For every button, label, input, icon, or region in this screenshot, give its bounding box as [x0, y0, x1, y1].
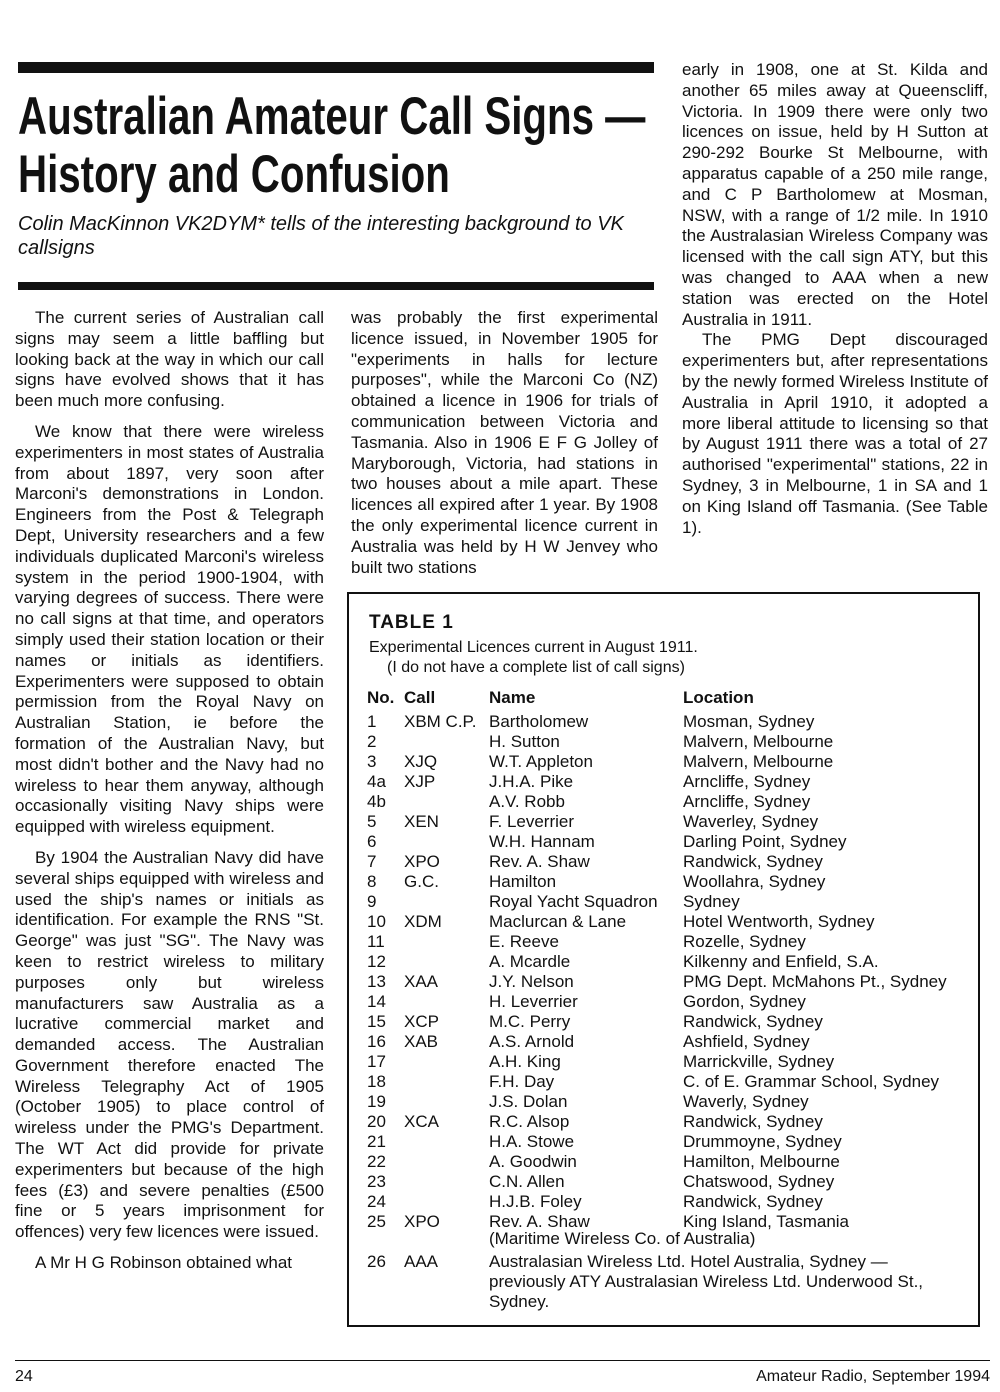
- row-no: 12: [367, 952, 386, 971]
- row-name: A.S. Arnold: [489, 1032, 575, 1051]
- row-no: 14: [367, 992, 386, 1011]
- row-no: 22: [367, 1152, 386, 1171]
- header-rule-top: [18, 62, 654, 73]
- row-no: 16: [367, 1032, 386, 1051]
- row-call: XAA: [404, 972, 439, 991]
- row-location: King Island, Tasmania: [683, 1212, 850, 1231]
- row-location: Hamilton, Melbourne: [683, 1152, 840, 1171]
- row-call: XPO: [404, 852, 440, 871]
- row-call: XEN: [404, 812, 439, 831]
- row-location: Gordon, Sydney: [683, 992, 806, 1011]
- row-location: Hotel Wentworth, Sydney: [683, 912, 875, 931]
- row-name: F.H. Day: [489, 1072, 555, 1091]
- row-name: H. Leverrier: [489, 992, 578, 1011]
- row-location: Ashfield, Sydney: [683, 1032, 810, 1051]
- row-no: 21: [367, 1132, 386, 1151]
- row-location: Mosman, Sydney: [683, 712, 815, 731]
- row-no: 23: [367, 1172, 386, 1191]
- row-26-line-1: Australasian Wireless Ltd. Hotel Australia, Sydney —: [489, 1252, 888, 1271]
- col1-paragraph-4: A Mr H G Robinson obtained what: [35, 1253, 293, 1273]
- row-location: Randwick, Sydney: [683, 1012, 823, 1031]
- row-no: 18: [367, 1072, 386, 1091]
- row-no: 11: [367, 932, 385, 951]
- row-name: J.S. Dolan: [489, 1092, 568, 1111]
- row-name: J.H.A. Pike: [489, 772, 574, 791]
- row-location: Darling Point, Sydney: [683, 832, 847, 851]
- row-26-line-2: previously ATY Australasian Wireless Ltd. Underwood St.,: [489, 1272, 924, 1291]
- row-location: Randwick, Sydney: [683, 852, 823, 871]
- row-no: 10: [367, 912, 386, 931]
- row-name: W.T. Appleton: [489, 752, 593, 771]
- row-name: E. Reeve: [489, 932, 559, 951]
- row-name: H.A. Stowe: [489, 1132, 575, 1151]
- row-name: J.Y. Nelson: [489, 972, 574, 991]
- row-call: G.C.: [404, 872, 439, 891]
- col1-paragraph-2: We know that there were wireless experimenters in most states of Australia from about 1897, very soon after Marconi's demonstrations in London. Engineers from the Post & Telegraph Dept, University researchers and a few individuals duplicated Marconi's wireless system in the period 1900-1904, with varying degrees of success. There were no call signs at that time, and operators simply used their station location or their names or initials as identifiers. Experimenters were supposed to obtain permission from the Royal Navy on Australian Station, ie before the formation of the Australian Navy, but most didn't bother and the Navy had no wireless to hear them anyway, although occasionally visiting Navy ships were equipped with wireless equipment.: [15, 421, 324, 837]
- row-name: Royal Yacht Squadron: [489, 892, 658, 911]
- row-location: Randwick, Sydney: [683, 1192, 823, 1211]
- row-no: 6: [367, 832, 377, 851]
- row-name: A. Goodwin: [489, 1152, 577, 1171]
- row-location: Marrickville, Sydney: [683, 1052, 835, 1071]
- col3-paragraph-1: early in 1908, one at St. Kilda and another 65 miles away at Queenscliff, Victoria. In 1909 there were only two licences on issue, held by H Sutton at 290-292 Bourke St Melbourne, with apparatus capable of a 250 mile range, and C P Bartholomew at Mosman, NSW, with a range of 1/2 mile. In 1910 the Australasian Wireless Company was licensed with the call sign ATY, but this was changed to AAA when a new station was erected on the Hotel Australia in 1911.: [682, 60, 988, 329]
- row-call: XDM: [404, 912, 442, 931]
- row-name: F. Leverrier: [489, 812, 575, 831]
- row-no: 8: [367, 872, 377, 891]
- row-no: 13: [367, 972, 386, 991]
- row-location: Randwick, Sydney: [683, 1112, 823, 1131]
- header-name: Name: [489, 688, 536, 707]
- row-26-call: AAA: [404, 1252, 439, 1271]
- row-location: Sydney: [683, 892, 740, 911]
- col1-paragraph-3: By 1904 the Australian Navy did have several ships equipped with wireless and used the ship's names or initials as identification. For example the RNS "St. George" was just "SG". The Navy was keen to restrict wireless to military purposes only but wireless manufacturers saw Australia as a lucrative commercial market and demanded access. The Australian Government therefore enacted The Wireless Telegraphy Act of 1905 (October 1905) to place control of wireless under the PMG's Department. The WT Act did provide for private experimenters but because of the high fees (£3) and severe penalties (£500 fine or 5 years imprisonment for offences) very few licences were issued.: [15, 847, 324, 1242]
- row-name: A.H. King: [489, 1052, 561, 1071]
- table-row-25-continuation: (Maritime Wireless Co. of Australia): [489, 1229, 756, 1248]
- row-no: 15: [367, 1012, 386, 1031]
- table-1-box: [347, 592, 980, 1327]
- row-call: XJQ: [404, 752, 438, 771]
- row-no: 20: [367, 1112, 386, 1131]
- col3-paragraph-2: The PMG Dept discouraged experimenters but, after representations by the newly formed Wireless Institute of Australia in April 1910, it adopted a more liberal attitude to licensing so that by August 1911 there was a total of 27 authorised "experimental" stations, 22 in Sydney, 3 in Melbourne, 1 in SA and 1 on King Island off Tasmania. (See Table 1).: [682, 330, 988, 537]
- column-2: [351, 308, 658, 578]
- row-no: 9: [367, 892, 377, 911]
- header-no: No.: [367, 688, 395, 707]
- row-26-no: 26: [367, 1252, 386, 1271]
- row-location: Arncliffe, Sydney: [683, 772, 811, 791]
- row-location: Arncliffe, Sydney: [683, 792, 811, 811]
- row-name: H. Sutton: [489, 732, 560, 751]
- row-call: XBM C.P.: [404, 712, 477, 731]
- row-call: XJP: [404, 772, 436, 791]
- row-name: M.C. Perry: [489, 1012, 571, 1031]
- row-no: 7: [367, 852, 377, 871]
- row-name: A.V. Robb: [489, 792, 565, 811]
- row-name: W.H. Hannam: [489, 832, 595, 851]
- row-name: Maclurcan & Lane: [489, 912, 627, 931]
- row-location: PMG Dept. McMahons Pt., Sydney: [683, 972, 947, 991]
- row-name: R.C. Alsop: [489, 1112, 570, 1131]
- row-location: C. of E. Grammar School, Sydney: [683, 1072, 940, 1091]
- row-location: Malvern, Melbourne: [683, 732, 834, 751]
- row-no: 17: [367, 1052, 386, 1071]
- row-name: Bartholomew: [489, 712, 589, 731]
- row-name: H.J.B. Foley: [489, 1192, 582, 1211]
- row-location: Malvern, Melbourne: [683, 752, 834, 771]
- row-no: 2: [367, 732, 377, 751]
- row-no: 5: [367, 812, 377, 831]
- row-no: 4a: [367, 772, 386, 791]
- row-no: 24: [367, 1192, 386, 1211]
- header-location: Location: [683, 688, 754, 707]
- row-name: A. Mcardle: [489, 952, 571, 971]
- row-26-line-3: Sydney.: [489, 1292, 550, 1311]
- page-number: 24: [15, 1368, 33, 1385]
- footer-rule: [15, 1360, 990, 1361]
- table-caption-line-1: Experimental Licences current in August 1911.: [369, 639, 698, 656]
- row-location: Woollahra, Sydney: [683, 872, 826, 891]
- row-no: 19: [367, 1092, 386, 1111]
- row-call: XPO: [404, 1212, 440, 1231]
- column-3: [682, 60, 988, 538]
- row-no: 3: [367, 752, 377, 771]
- row-location: Chatswood, Sydney: [683, 1172, 835, 1191]
- row-call: XAB: [404, 1032, 439, 1051]
- row-location: Kilkenny and Enfield, S.A.: [683, 952, 879, 971]
- article-title: [18, 87, 646, 204]
- title-line-1: Australian Amateur Call Signs —: [18, 87, 646, 146]
- title-line-2: History and Confusion: [18, 145, 450, 204]
- row-no: 1: [367, 712, 377, 731]
- row-name: C.N. Allen: [489, 1172, 565, 1191]
- article-subtitle: Colin MacKinnon VK2DYM* tells of the interesting background to VK callsigns: [18, 213, 624, 259]
- header-call: Call: [404, 688, 436, 707]
- row-location: Waverly, Sydney: [683, 1092, 809, 1111]
- row-no: 4b: [367, 792, 386, 811]
- row-location: Drummoyne, Sydney: [683, 1132, 842, 1151]
- row-name: Rev. A. Shaw: [489, 1212, 590, 1231]
- row-call: XCP: [404, 1012, 439, 1031]
- row-location: Waverley, Sydney: [683, 812, 819, 831]
- publication-footer: Amateur Radio, September 1994: [756, 1368, 990, 1385]
- row-name: Hamilton: [489, 872, 557, 891]
- col1-paragraph-1: The current series of Australian call signs may seem a little baffling but looking back at the way in which our call signs have evolved shows that it has been much more confusing.: [15, 308, 324, 411]
- row-call: XCA: [404, 1112, 439, 1131]
- row-name: Rev. A. Shaw: [489, 852, 590, 871]
- row-no: 25: [367, 1212, 386, 1231]
- header-rule-bottom: [18, 282, 654, 290]
- row-location: Rozelle, Sydney: [683, 932, 806, 951]
- table-heading: TABLE 1: [369, 612, 454, 633]
- table-caption-line-2: (I do not have a complete list of call signs): [387, 659, 685, 676]
- col2-paragraph-1: was probably the first experimental licence issued, in November 1905 for "experiments in halls for lecture purposes", while the Marconi Co (NZ) obtained a licence in 1906 for trials of communication between Victoria and Tasmania. Also in 1906 E F G Jolley of Maryborough, Victoria, had stations in two houses about a mile apart. These licences all expired after 1 year. By 1908 the only experimental licence current in Australia was held by H W Jenvey who built two stations: [351, 308, 658, 577]
- table-caption: [369, 638, 698, 678]
- column-1: [15, 308, 324, 1274]
